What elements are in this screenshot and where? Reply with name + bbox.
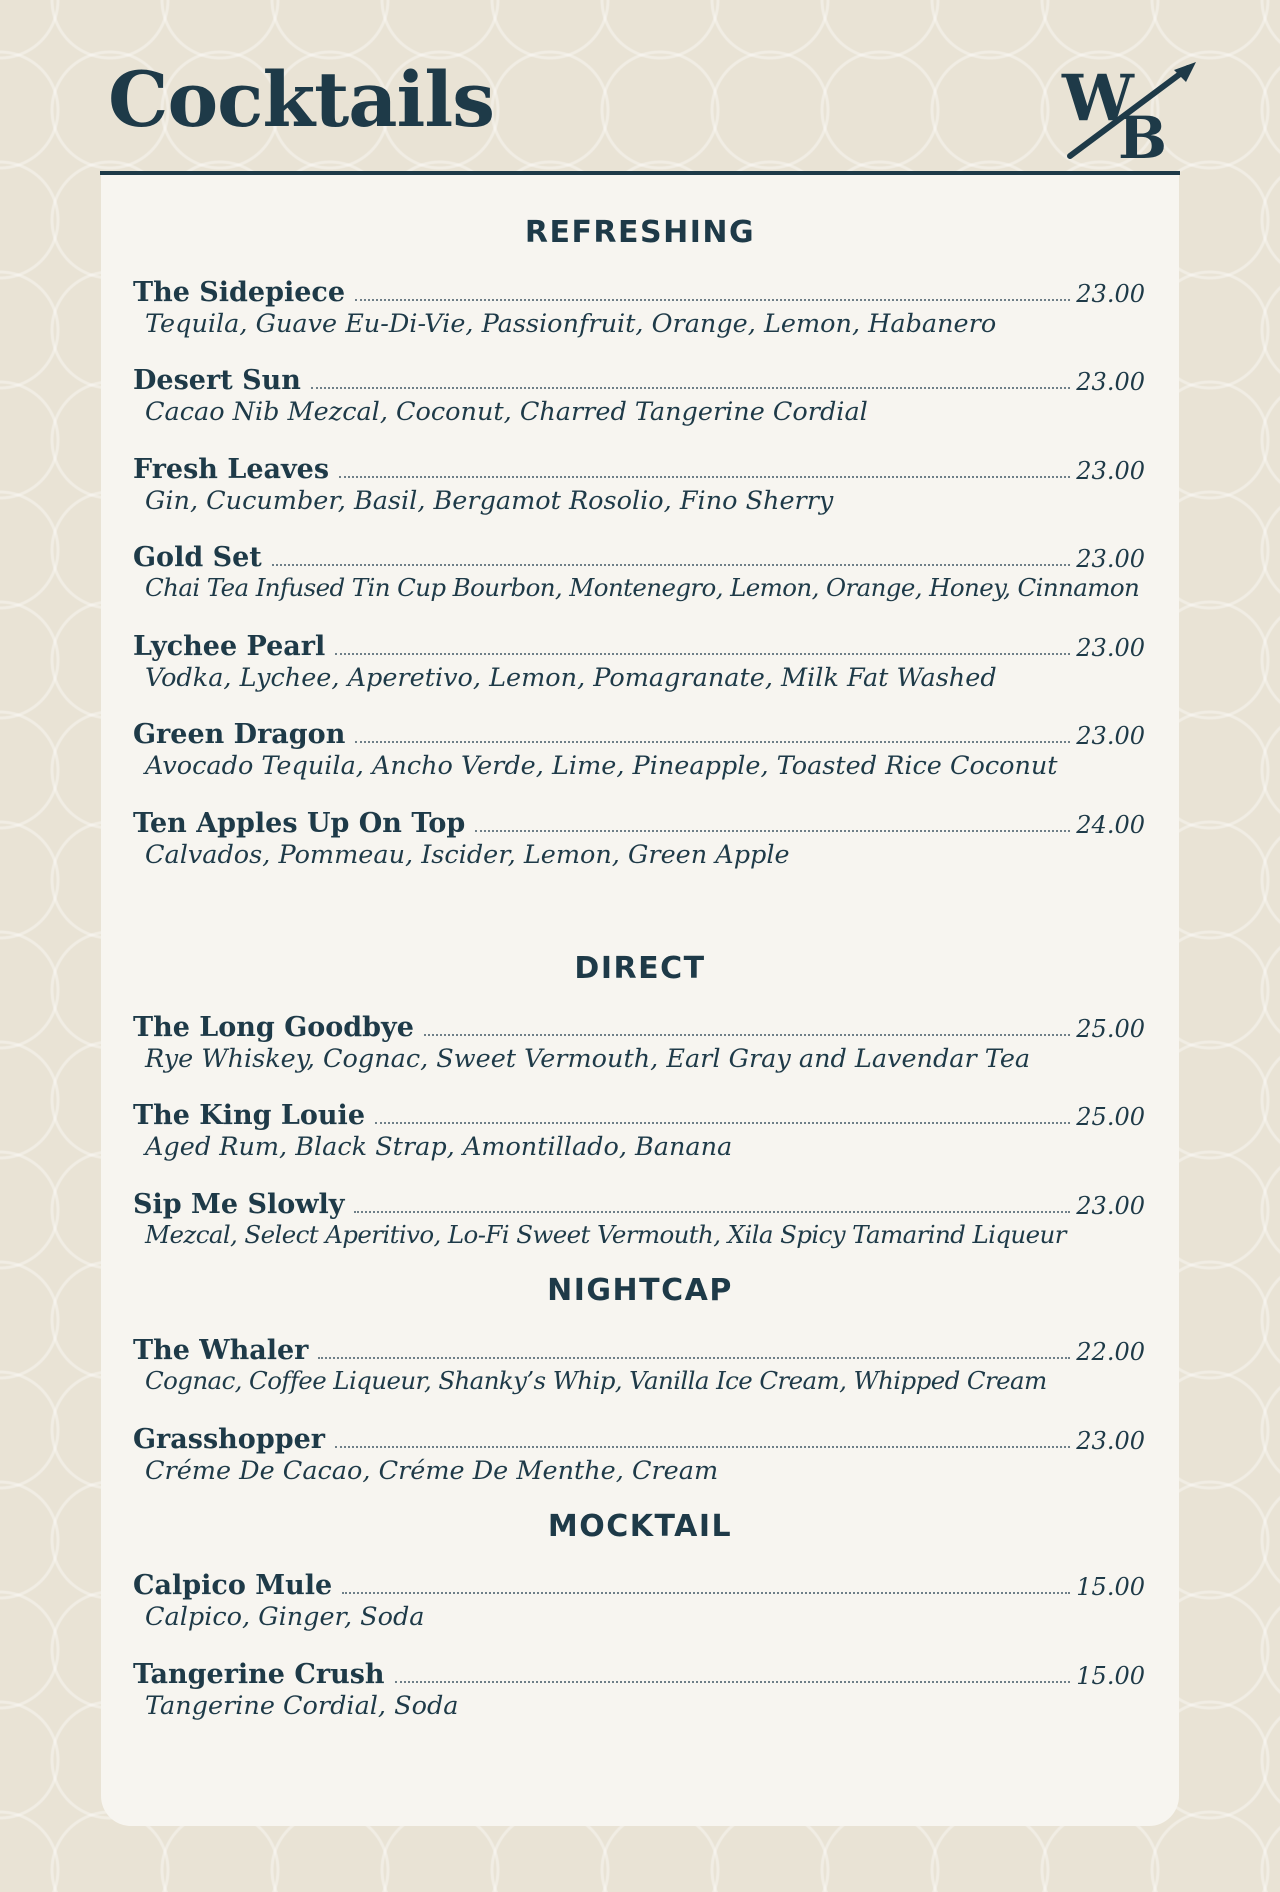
item-price: 23.00 (1076, 280, 1145, 308)
dot-leader (272, 564, 1071, 566)
item-name: Tangerine Crush (133, 1659, 385, 1690)
item-description: Vodka, Lychee, Aperetivo, Lemon, Pomagranate, Milk Fat Washed (145, 663, 997, 693)
section-title-nightcap: NIGHTCAP (547, 1273, 733, 1308)
item-description: Avocado Tequila, Ancho Verde, Lime, Pineapple, Toasted Rice Coconut (145, 751, 1058, 781)
item-description: Tangerine Cordial, Soda (145, 1691, 459, 1721)
section-title-refreshing: REFRESHING (524, 215, 756, 250)
item-name: Calpico Mule (133, 1570, 333, 1601)
menu-item (133, 1658, 1145, 1728)
item-price: 23.00 (1076, 368, 1145, 396)
item-price: 24.00 (1076, 811, 1145, 839)
dot-leader (424, 1034, 1070, 1036)
menu-item (133, 807, 1145, 877)
menu-panel (101, 175, 1179, 1826)
menu-item (133, 276, 1145, 346)
item-name: The Long Goodbye (133, 1012, 414, 1043)
dot-leader (355, 741, 1070, 743)
menu-item (133, 1011, 1145, 1081)
item-price: 23.00 (1076, 1192, 1145, 1220)
dot-leader (339, 476, 1070, 478)
item-name: Lychee Pearl (133, 631, 326, 662)
section-title-mocktail: MOCKTAIL (547, 1509, 733, 1544)
dot-leader (354, 1211, 1070, 1213)
menu-item (133, 1099, 1145, 1169)
item-description: Chai Tea Infused Tin Cup Bourbon, Montenegro, Lemon, Orange, Honey, Cinnamon (145, 573, 1140, 602)
item-price: 22.00 (1076, 1338, 1145, 1366)
item-description: Créme De Cacao, Créme De Menthe, Cream (145, 1456, 719, 1486)
menu-item (133, 541, 1145, 611)
dot-leader (335, 1446, 1070, 1448)
item-description: Mezcal, Select Aperitivo, Lo-Fi Sweet Vermouth, Xila Spicy Tamarind Liqueur (145, 1220, 1066, 1249)
item-name: Grasshopper (133, 1424, 325, 1455)
menu-item (133, 1423, 1145, 1493)
dot-leader (355, 299, 1070, 301)
item-price: 23.00 (1076, 1427, 1145, 1455)
item-name: The King Louie (133, 1100, 365, 1131)
item-price: 15.00 (1076, 1662, 1145, 1690)
menu-item (133, 1334, 1145, 1404)
item-name: Sip Me Slowly (133, 1189, 345, 1220)
wb-logo (1060, 58, 1200, 166)
item-description: Tequila, Guave Eu-Di-Vie, Passionfruit, Orange, Lemon, Habanero (145, 309, 997, 339)
item-price: 23.00 (1076, 722, 1145, 750)
menu-item (133, 453, 1145, 523)
dot-leader (311, 387, 1070, 389)
item-name: Desert Sun (133, 365, 301, 396)
item-name: Gold Set (133, 542, 262, 573)
item-name: The Sidepiece (133, 277, 346, 308)
dot-leader (318, 1357, 1070, 1359)
item-price: 25.00 (1076, 1103, 1145, 1131)
item-price: 23.00 (1076, 457, 1145, 485)
dot-leader (395, 1681, 1071, 1683)
item-description: Cognac, Coffee Liqueur, Shanky’s Whip, Vanilla Ice Cream, Whipped Cream (145, 1366, 1047, 1395)
item-price: 25.00 (1076, 1015, 1145, 1043)
dot-leader (375, 1122, 1070, 1124)
item-name: Fresh Leaves (133, 454, 330, 485)
item-description: Rye Whiskey, Cognac, Sweet Vermouth, Earl Gray and Lavendar Tea (145, 1044, 1031, 1074)
page-title: Cocktails (108, 55, 494, 144)
menu-item (133, 718, 1145, 788)
dot-leader (475, 830, 1070, 832)
item-description: Cacao Nib Mezcal, Coconut, Charred Tangerine Cordial (145, 397, 868, 427)
dot-leader (342, 1592, 1070, 1594)
menu-item (133, 1569, 1145, 1639)
item-description: Calvados, Pommeau, Iscider, Lemon, Green Apple (145, 840, 790, 870)
item-price: 23.00 (1076, 634, 1145, 662)
item-description: Calpico, Ginger, Soda (145, 1602, 425, 1632)
dot-leader (335, 653, 1070, 655)
item-price: 15.00 (1076, 1573, 1145, 1601)
menu-item (133, 630, 1145, 700)
section-title-direct: DIRECT (574, 951, 706, 986)
menu-item (133, 1188, 1145, 1258)
item-description: Aged Rum, Black Strap, Amontillado, Banana (145, 1132, 733, 1162)
svg-text:B: B (1118, 104, 1168, 166)
svg-text:W: W (1062, 61, 1134, 136)
item-name: Ten Apples Up On Top (133, 808, 466, 839)
item-name: The Whaler (133, 1335, 309, 1366)
item-name: Green Dragon (133, 719, 346, 750)
item-price: 23.00 (1076, 545, 1145, 573)
menu-item (133, 364, 1145, 434)
item-description: Gin, Cucumber, Basil, Bergamot Rosolio, Fino Sherry (145, 486, 834, 516)
